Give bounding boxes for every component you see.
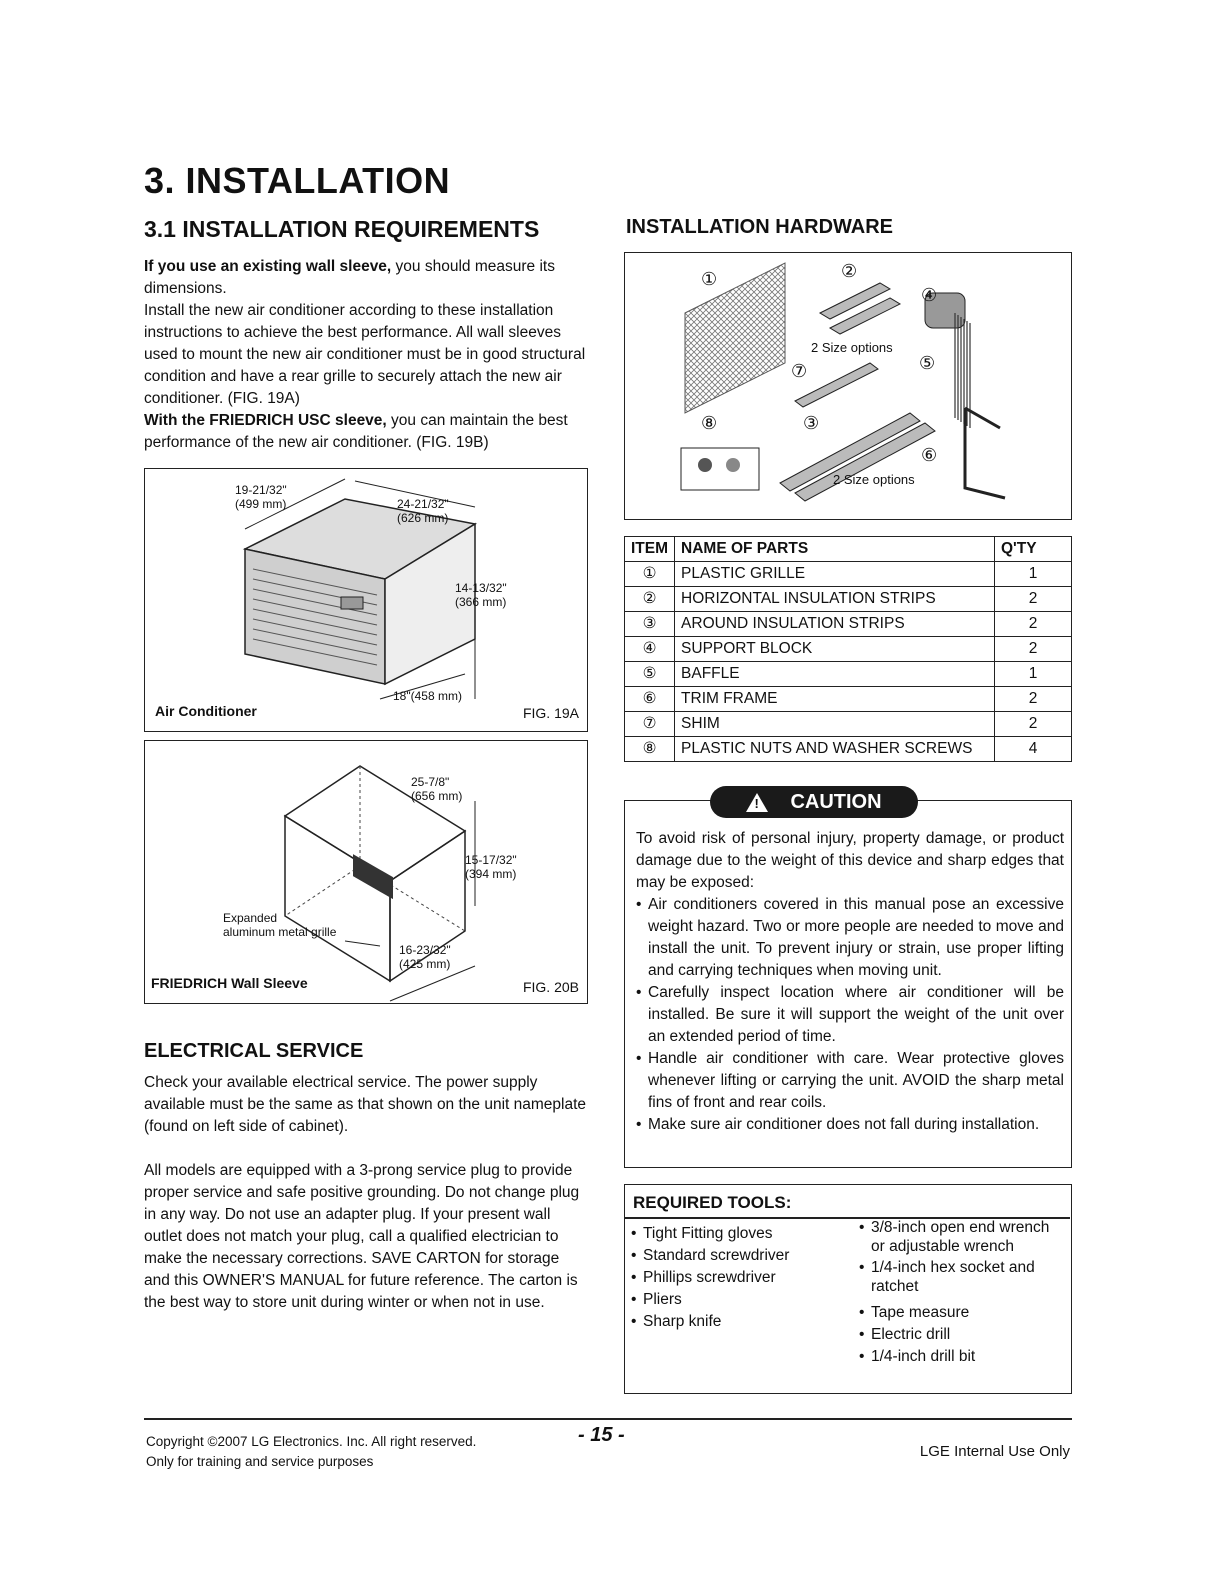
fig19a-label: FIG. 19A bbox=[522, 705, 579, 721]
list-item: • Carefully inspect location where air conditioner will be installed. Be sure it will support the weight of the unit over an extended period of time. bbox=[636, 982, 1064, 1048]
tools-title: REQUIRED TOOLS: bbox=[633, 1193, 792, 1212]
sleeve-dim-width bbox=[399, 943, 451, 971]
sleeve-dim-depth bbox=[411, 775, 462, 803]
intro-p1-bold: If you use an existing wall sleeve, bbox=[144, 258, 392, 275]
grille-label-line-2: aluminum metal grille bbox=[223, 925, 337, 939]
marker-4: ④ bbox=[921, 285, 938, 305]
list-item: • Phillips screwdriver bbox=[631, 1267, 851, 1289]
marker-8: ⑧ bbox=[701, 413, 718, 433]
dim-width-inches: 19-21/32" bbox=[235, 483, 287, 497]
list-item: • Electric drill bbox=[859, 1324, 1059, 1346]
tools-box bbox=[624, 1184, 1072, 1394]
electrical-text bbox=[144, 1072, 588, 1314]
fig19a-caption: Air Conditioner bbox=[155, 703, 257, 719]
dim-depth-mm: (626 mm) bbox=[397, 511, 449, 525]
row-item: ③ bbox=[625, 612, 675, 637]
list-item: • Make sure air conditioner does not fall during installation. bbox=[636, 1114, 1064, 1136]
table-row bbox=[625, 712, 1072, 737]
sleeve-dim-height-inches: 15-17/32" bbox=[465, 853, 517, 867]
row-name: PLASTIC GRILLE bbox=[675, 562, 995, 587]
dim-height-label bbox=[455, 581, 507, 609]
caution-list bbox=[636, 894, 1064, 1136]
warning-icon bbox=[746, 793, 768, 812]
row-name: BAFFLE bbox=[675, 662, 995, 687]
caution-content bbox=[636, 828, 1064, 1136]
footer-rule bbox=[144, 1418, 1072, 1420]
footer-internal: LGE Internal Use Only bbox=[919, 1443, 1070, 1460]
size-options-label-2: 2 Size options bbox=[833, 472, 915, 487]
sleeve-dim-depth-inches: 25-7/8" bbox=[411, 775, 450, 789]
row-qty: 2 bbox=[995, 687, 1072, 712]
dim-depth-label bbox=[397, 497, 449, 525]
dim-front-label: 18"(458 mm) bbox=[393, 689, 462, 703]
dim-width-label bbox=[235, 483, 287, 511]
row-item: ⑤ bbox=[625, 662, 675, 687]
footer-left bbox=[146, 1432, 476, 1472]
list-item: • Air conditioners covered in this manual pose an excessive weight hazard. Two or more people are needed to move and install the unit. To prevent injury or strain, use proper lifting and carrying techniques when moving unit. bbox=[636, 894, 1064, 982]
row-qty: 2 bbox=[995, 587, 1072, 612]
table-row bbox=[625, 612, 1072, 637]
row-item: ⑥ bbox=[625, 687, 675, 712]
intro-paragraph-1 bbox=[144, 256, 592, 300]
marker-5: ⑤ bbox=[919, 353, 936, 373]
row-qty: 2 bbox=[995, 712, 1072, 737]
dim-height-mm: (366 mm) bbox=[455, 595, 507, 609]
list-item: • Sharp knife bbox=[631, 1311, 851, 1333]
size-options-label-1: 2 Size options bbox=[811, 340, 893, 355]
caution-intro: To avoid risk of personal injury, property damage, or product damage due to the weight of this device and sharp edges that may be exposed: bbox=[636, 830, 1064, 891]
table-row bbox=[625, 687, 1072, 712]
intro-paragraph-2: Install the new air conditioner according to these installation instructions to achieve the best performance. All wall sleeves used to mount the new air conditioner must be in good structural condition and have a rear grille to securely attach the new air conditioner. (FIG. 19A) bbox=[144, 302, 586, 407]
row-name: PLASTIC NUTS AND WASHER SCREWS bbox=[675, 737, 995, 762]
row-item: ① bbox=[625, 562, 675, 587]
row-name: HORIZONTAL INSULATION STRIPS bbox=[675, 587, 995, 612]
footer-copyright: Copyright ©2007 LG Electronics. Inc. All right reserved. bbox=[146, 1434, 477, 1449]
grille-label bbox=[223, 911, 336, 939]
intro-p3-rest: you can maintain the best performance of the new air conditioner. (FIG. 19B) bbox=[144, 412, 568, 451]
intro-text bbox=[144, 256, 592, 454]
tools-right-list bbox=[859, 1219, 1059, 1368]
sleeve-dim-height-mm: (394 mm) bbox=[465, 867, 517, 881]
caution-badge bbox=[710, 786, 918, 818]
caution-label: CAUTION bbox=[790, 790, 882, 813]
table-row bbox=[625, 662, 1072, 687]
sleeve-dim-width-mm: (425 mm) bbox=[399, 957, 451, 971]
row-qty: 1 bbox=[995, 562, 1072, 587]
hardware-title: INSTALLATION HARDWARE bbox=[626, 216, 894, 238]
figure-19a bbox=[144, 468, 588, 732]
list-item: • Standard screwdriver bbox=[631, 1245, 851, 1267]
list-item: • Tape measure bbox=[859, 1302, 1059, 1324]
table-row bbox=[625, 587, 1072, 612]
grille-label-line-1: Expanded bbox=[223, 911, 278, 925]
table-row bbox=[625, 737, 1072, 762]
col-item: ITEM bbox=[625, 537, 675, 562]
marker-3: ③ bbox=[803, 413, 820, 433]
footer-training: Only for training and service purposes bbox=[146, 1454, 374, 1469]
sleeve-dim-height bbox=[465, 853, 517, 881]
row-name: AROUND INSULATION STRIPS bbox=[675, 612, 995, 637]
warning-icon-glyph: ! bbox=[754, 795, 759, 811]
electrical-paragraph-2: All models are equipped with a 3-prong service plug to provide proper service and safe positive grounding. Do not change plug in any way. Do not use an adapter plug. If your present wall outlet does not match your plug, call a qualified electrician to make the necessary corrections. SAVE CARTON for storage and this OWNER'S MANUAL for future reference. The carton is the best way to store unit during winter or when not in use. bbox=[144, 1162, 580, 1311]
air-conditioner-illustration bbox=[145, 469, 586, 730]
intro-p1-rest: you should measure its dimensions. bbox=[144, 258, 555, 297]
electrical-paragraph-1: Check your available electrical service. The power supply available must be the same as that shown on the unit nameplate (found on left side of cabinet). bbox=[144, 1074, 587, 1135]
wall-sleeve-illustration bbox=[145, 741, 586, 1002]
dim-width-mm: (499 mm) bbox=[235, 497, 287, 511]
parts-table-header bbox=[625, 537, 1072, 562]
sleeve-dim-width-inches: 16-23/32" bbox=[399, 943, 451, 957]
parts-table bbox=[624, 536, 1072, 762]
row-qty: 2 bbox=[995, 637, 1072, 662]
tools-left-list bbox=[631, 1223, 851, 1333]
row-item: ② bbox=[625, 587, 675, 612]
row-name: SUPPORT BLOCK bbox=[675, 637, 995, 662]
marker-1: ① bbox=[701, 269, 718, 289]
marker-7: ⑦ bbox=[791, 361, 808, 381]
row-qty: 2 bbox=[995, 612, 1072, 637]
list-item: • Pliers bbox=[631, 1289, 851, 1311]
page-number: - 15 - bbox=[578, 1424, 625, 1446]
sleeve-dim-depth-mm: (656 mm) bbox=[411, 789, 463, 803]
list-item: • 1/4-inch drill bit bbox=[859, 1346, 1059, 1368]
table-row bbox=[625, 637, 1072, 662]
row-item: ⑦ bbox=[625, 712, 675, 737]
intro-paragraph-3 bbox=[144, 410, 592, 454]
row-item: ⑧ bbox=[625, 737, 675, 762]
dim-height-inches: 14-13/32" bbox=[455, 581, 507, 595]
fig20b-label: FIG. 20B bbox=[522, 979, 579, 995]
row-qty: 4 bbox=[995, 737, 1072, 762]
row-item: ④ bbox=[625, 637, 675, 662]
hardware-figure bbox=[624, 252, 1072, 520]
figure-20b bbox=[144, 740, 588, 1004]
marker-6: ⑥ bbox=[921, 445, 938, 465]
electrical-title: ELECTRICAL SERVICE bbox=[144, 1040, 364, 1062]
intro-p3-bold: With the FRIEDRICH USC sleeve, bbox=[144, 412, 387, 429]
row-name: TRIM FRAME bbox=[675, 687, 995, 712]
dim-depth-inches: 24-21/32" bbox=[397, 497, 449, 511]
row-qty: 1 bbox=[995, 662, 1072, 687]
list-item: • 3/8-inch open end wrench or adjustable wrench bbox=[859, 1219, 1059, 1256]
list-item: • Handle air conditioner with care. Wear protective gloves whenever lifting or carrying the unit. AVOID the sharp metal fins of front and rear coils. bbox=[636, 1048, 1064, 1114]
row-name: SHIM bbox=[675, 712, 995, 737]
page-heading: 3. INSTALLATION bbox=[144, 160, 451, 201]
fig20b-caption: FRIEDRICH Wall Sleeve bbox=[151, 975, 308, 991]
col-qty: Q'TY bbox=[995, 537, 1072, 562]
marker-2: ② bbox=[841, 261, 858, 281]
table-row bbox=[625, 562, 1072, 587]
section-title: 3.1 INSTALLATION REQUIREMENTS bbox=[144, 216, 540, 242]
list-item: • Tight Fitting gloves bbox=[631, 1223, 851, 1245]
list-item: • 1/4-inch hex socket and ratchet bbox=[859, 1259, 1059, 1296]
col-name: NAME OF PARTS bbox=[675, 537, 995, 562]
